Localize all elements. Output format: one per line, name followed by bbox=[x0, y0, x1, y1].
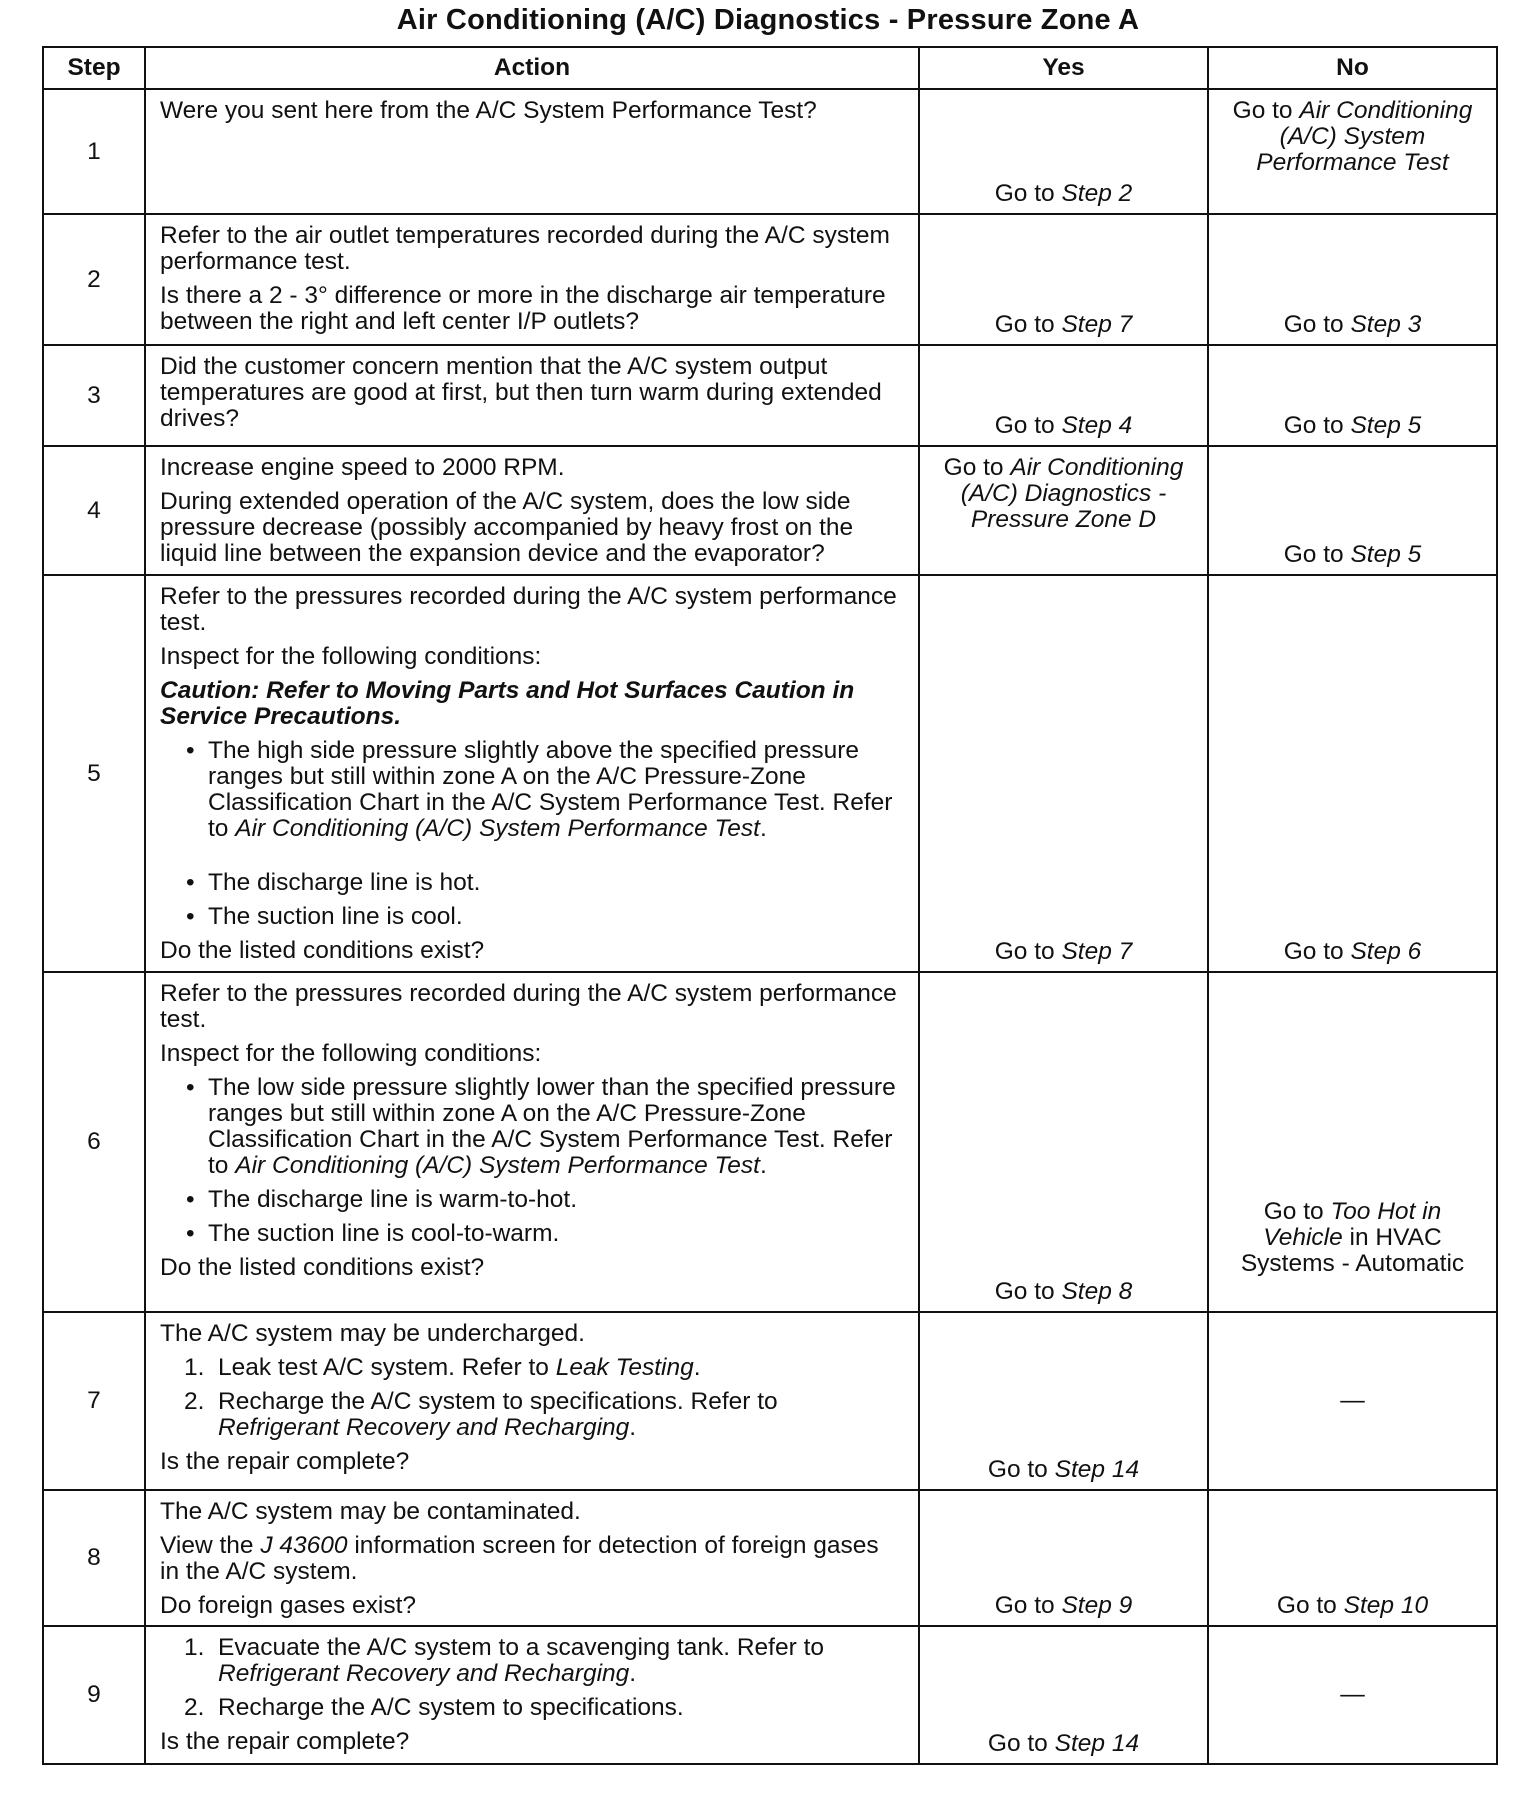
list-item: 1. Evacuate the A/C system to a scavenging tank. Refer to Refrigerant Recovery and Recharging. bbox=[184, 1634, 825, 1687]
list-item: • The suction line is cool. bbox=[160, 904, 904, 930]
no-cell bbox=[1208, 972, 1497, 1312]
no-result: Go to Step 6 bbox=[1283, 938, 1422, 965]
table-row bbox=[43, 1490, 1497, 1626]
condition-list bbox=[160, 738, 904, 930]
procedure-list bbox=[160, 1355, 904, 1441]
action-question: Did the customer concern mention that the A/C system output temperatures are good at first, but then turn warm during extended drives? bbox=[160, 353, 882, 432]
no-result: Go to Too Hot in Vehicle in HVAC Systems - Automatic bbox=[1240, 1198, 1465, 1277]
action-text: View the J 43600 information screen for detection of foreign gases in the A/C system. bbox=[160, 1532, 879, 1585]
table-header-row bbox=[43, 47, 1497, 89]
action-cell bbox=[145, 214, 919, 345]
header-action: Action bbox=[145, 47, 919, 89]
action-text: Inspect for the following conditions: bbox=[160, 1040, 542, 1067]
action-text: Inspect for the following conditions: bbox=[160, 643, 542, 670]
table-row bbox=[43, 89, 1497, 214]
yes-result: Go to Step 8 bbox=[994, 1278, 1133, 1305]
action-question: Is the repair complete? bbox=[160, 1448, 410, 1475]
step-number: 1 bbox=[43, 89, 145, 214]
yes-cell bbox=[919, 345, 1208, 446]
action-cell bbox=[145, 1312, 919, 1490]
step-number: 2 bbox=[43, 214, 145, 345]
yes-cell bbox=[919, 575, 1208, 972]
no-cell bbox=[1208, 214, 1497, 345]
action-text: Refer to the pressures recorded during the A/C system performance test. bbox=[160, 980, 897, 1033]
header-yes: Yes bbox=[919, 47, 1208, 89]
procedure-list bbox=[160, 1635, 904, 1721]
no-cell bbox=[1208, 1312, 1497, 1490]
step-number: 9 bbox=[43, 1626, 145, 1764]
action-text: The A/C system may be contaminated. bbox=[160, 1498, 581, 1525]
action-cell bbox=[145, 1490, 919, 1626]
yes-result: Go to Step 14 bbox=[987, 1456, 1140, 1483]
yes-cell bbox=[919, 1490, 1208, 1626]
list-item: 2. Recharge the A/C system to specifications. bbox=[184, 1694, 684, 1721]
yes-cell bbox=[919, 89, 1208, 214]
action-cell bbox=[145, 972, 919, 1312]
table-row bbox=[43, 972, 1497, 1312]
action-cell bbox=[145, 1626, 919, 1764]
list-item: 2. Recharge the A/C system to specifications. Refer to Refrigerant Recovery and Recharging. bbox=[184, 1388, 778, 1441]
yes-result: Go to Step 4 bbox=[994, 412, 1133, 439]
yes-cell bbox=[919, 972, 1208, 1312]
yes-cell bbox=[919, 1626, 1208, 1764]
caution-text: Caution: Refer to Moving Parts and Hot Surfaces Caution in Service Precautions. bbox=[160, 677, 855, 730]
yes-result: Go to Step 7 bbox=[994, 938, 1133, 965]
table-row bbox=[43, 446, 1497, 575]
yes-cell bbox=[919, 446, 1208, 575]
action-cell bbox=[145, 575, 919, 972]
step-number: 4 bbox=[43, 446, 145, 575]
table-row bbox=[43, 214, 1497, 345]
no-cell bbox=[1208, 345, 1497, 446]
action-text: Refer to the pressures recorded during the A/C system performance test. bbox=[160, 583, 897, 636]
header-no: No bbox=[1208, 47, 1497, 89]
diagnostic-table bbox=[42, 46, 1498, 1765]
action-question: Is there a 2 - 3° difference or more in the discharge air temperature between the right and left center I/P outlets? bbox=[160, 282, 886, 335]
header-step: Step bbox=[43, 47, 145, 89]
step-number: 3 bbox=[43, 345, 145, 446]
no-result: Go to Step 5 bbox=[1283, 541, 1422, 568]
yes-result: Go to Step 14 bbox=[987, 1730, 1140, 1757]
list-item: • The low side pressure slightly lower than the specified pressure ranges but still within zone A on the A/C Pressure-Zone Classification Chart in the A/C System Performance Test. Refer to Air Conditioning (A/C) System Performance Test. bbox=[160, 1075, 904, 1179]
no-cell bbox=[1208, 89, 1497, 214]
table-row bbox=[43, 345, 1497, 446]
no-cell bbox=[1208, 575, 1497, 972]
action-question: Do the listed conditions exist? bbox=[160, 937, 485, 964]
list-item: • The discharge line is hot. bbox=[160, 870, 904, 896]
no-cell bbox=[1208, 1490, 1497, 1626]
no-result: Go to Step 3 bbox=[1283, 311, 1422, 338]
action-text: Were you sent here from the A/C System Performance Test? bbox=[160, 97, 817, 124]
table-row bbox=[43, 1626, 1497, 1764]
action-question: During extended operation of the A/C system, does the low side pressure decrease (possibly accompanied by heavy frost on the liquid line between the expansion device and the evaporator? bbox=[160, 488, 854, 567]
yes-result: Go to Step 7 bbox=[994, 311, 1133, 338]
yes-result: Go to Step 2 bbox=[994, 180, 1133, 207]
list-item: 1. Leak test A/C system. Refer to Leak Testing. bbox=[184, 1354, 701, 1381]
action-text: The A/C system may be undercharged. bbox=[160, 1320, 585, 1347]
table-row bbox=[43, 575, 1497, 972]
no-cell bbox=[1208, 446, 1497, 575]
action-cell bbox=[145, 345, 919, 446]
yes-result: Go to Step 9 bbox=[994, 1592, 1133, 1619]
yes-cell bbox=[919, 1312, 1208, 1490]
step-number: 8 bbox=[43, 1490, 145, 1626]
list-item: • The high side pressure slightly above the specified pressure ranges but still within zone A on the A/C Pressure-Zone Classification Chart in the A/C System Performance Test. Refer to Air Conditioning (A/C) System Performance Test. bbox=[160, 738, 904, 862]
page-title: Air Conditioning (A/C) Diagnostics - Pressure Zone A bbox=[396, 4, 1140, 36]
step-number: 5 bbox=[43, 575, 145, 972]
no-result: Go to Air Conditioning (A/C) System Performance Test bbox=[1232, 97, 1473, 176]
action-question: Do foreign gases exist? bbox=[160, 1592, 417, 1619]
action-question: Is the repair complete? bbox=[160, 1728, 410, 1755]
yes-cell bbox=[919, 214, 1208, 345]
no-cell bbox=[1208, 1626, 1497, 1764]
step-number: 6 bbox=[43, 972, 145, 1312]
action-text: Increase engine speed to 2000 RPM. bbox=[160, 454, 565, 481]
action-text: Refer to the air outlet temperatures recorded during the A/C system performance test. bbox=[160, 222, 890, 275]
no-result: — bbox=[1340, 1681, 1365, 1708]
no-result: Go to Step 10 bbox=[1276, 1592, 1429, 1619]
action-question: Do the listed conditions exist? bbox=[160, 1254, 485, 1281]
yes-result: Go to Air Conditioning (A/C) Diagnostics - Pressure Zone D bbox=[943, 454, 1184, 533]
no-result: Go to Step 5 bbox=[1283, 412, 1422, 439]
no-result: — bbox=[1340, 1387, 1365, 1414]
condition-list bbox=[160, 1075, 904, 1247]
action-cell bbox=[145, 446, 919, 575]
list-item: • The suction line is cool-to-warm. bbox=[160, 1221, 904, 1247]
list-item: • The discharge line is warm-to-hot. bbox=[160, 1187, 904, 1213]
step-number: 7 bbox=[43, 1312, 145, 1490]
action-cell bbox=[145, 89, 919, 214]
table-row bbox=[43, 1312, 1497, 1490]
